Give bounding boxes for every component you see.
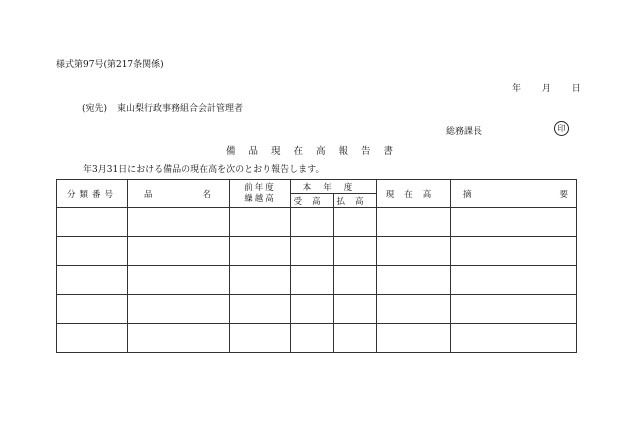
cell-disbursed <box>334 237 377 266</box>
header-disbursed-label: 払高 <box>336 196 374 207</box>
header-classification-no <box>57 180 128 208</box>
cell-remarks <box>451 208 577 237</box>
cell-received <box>291 208 334 237</box>
cell-classification-no <box>57 324 128 353</box>
cell-received <box>291 295 334 324</box>
form-number: 様式第97号(第217条関係) <box>56 60 164 70</box>
cell-disbursed <box>334 324 377 353</box>
header-remarks-left: 摘 <box>463 189 472 200</box>
intro-text: 年3月31日における備品の現在高を次のとおり報告します。 <box>83 165 325 175</box>
table-row <box>57 208 577 237</box>
table-row <box>57 237 577 266</box>
header-this-year-label: 本年度 <box>302 182 365 193</box>
cell-current <box>377 324 451 353</box>
header-row-1 <box>57 180 577 194</box>
cell-item-name <box>128 237 230 266</box>
header-remarks <box>451 180 577 208</box>
header-item-name-left: 品 <box>144 189 153 200</box>
header-remarks-right: 要 <box>559 189 569 200</box>
cell-remarks <box>451 295 577 324</box>
cell-remarks <box>451 266 577 295</box>
header-prev-year-line1: 前年度 <box>244 182 276 193</box>
header-current <box>377 180 451 208</box>
date-line: 年 月 日 <box>512 84 581 94</box>
table-row <box>57 266 577 295</box>
cell-received <box>291 324 334 353</box>
header-current-label: 現在高 <box>385 189 442 200</box>
cell-disbursed <box>334 295 377 324</box>
header-item-name-right: 名 <box>202 189 211 200</box>
table-row <box>57 295 577 324</box>
cell-prev-year <box>230 324 291 353</box>
seal-mark: 印 <box>554 121 569 136</box>
header-classification-label: 分類番号 <box>66 189 117 200</box>
cell-prev-year <box>230 295 291 324</box>
cell-received <box>291 237 334 266</box>
cell-current <box>377 295 451 324</box>
cell-classification-no <box>57 295 128 324</box>
header-disbursed <box>334 194 377 208</box>
header-this-year <box>291 180 377 194</box>
cell-item-name <box>128 295 230 324</box>
cell-classification-no <box>57 266 128 295</box>
cell-classification-no <box>57 237 128 266</box>
cell-prev-year <box>230 208 291 237</box>
cell-classification-no <box>57 208 128 237</box>
header-received-label: 受高 <box>293 196 331 207</box>
cell-prev-year <box>230 237 291 266</box>
cell-current <box>377 208 451 237</box>
cell-remarks <box>451 324 577 353</box>
inventory-table <box>56 179 577 353</box>
cell-item-name <box>128 266 230 295</box>
header-prev-year-line2: 繰越高 <box>244 193 276 204</box>
addressee-line <box>82 101 243 114</box>
cell-disbursed <box>334 266 377 295</box>
cell-remarks <box>451 237 577 266</box>
addressee-prefix: (宛先) <box>82 104 108 114</box>
header-prev-year <box>230 180 291 208</box>
header-item-name <box>128 180 230 208</box>
cell-item-name <box>128 208 230 237</box>
cell-received <box>291 266 334 295</box>
cell-current <box>377 266 451 295</box>
cell-prev-year <box>230 266 291 295</box>
header-received <box>291 194 334 208</box>
addressee-name: 東山梨行政事務組合会計管理者 <box>117 104 244 114</box>
cell-item-name <box>128 324 230 353</box>
cell-disbursed <box>334 208 377 237</box>
chief-title: 総務課長 <box>446 127 483 137</box>
document-title: 備品現在高報告書 <box>226 146 407 157</box>
table-row <box>57 324 577 353</box>
cell-current <box>377 237 451 266</box>
